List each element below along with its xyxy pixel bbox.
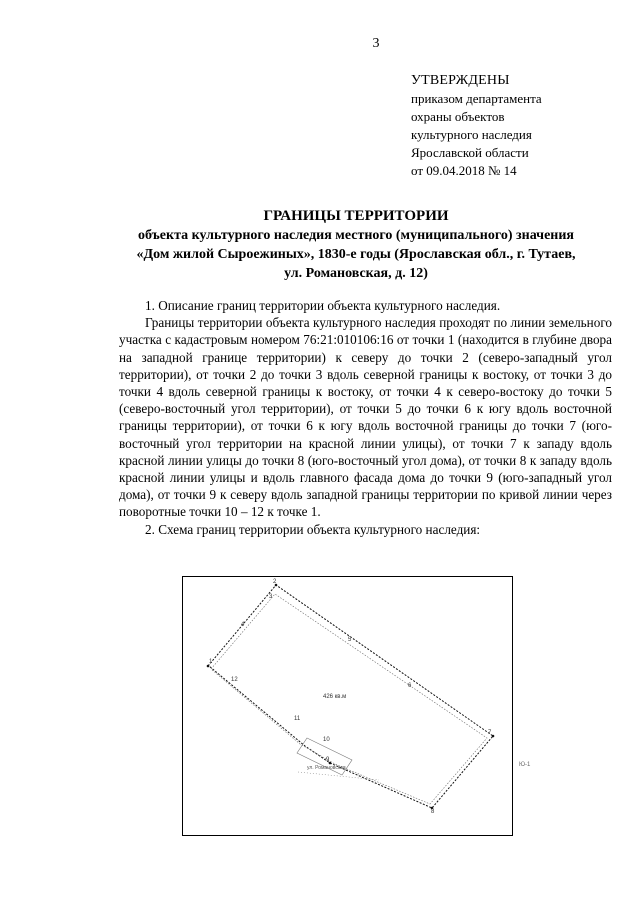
- point-label: 3: [269, 594, 273, 600]
- approval-block: [411, 72, 621, 180]
- point-label: 4: [241, 622, 245, 628]
- approval-line: Ярославской области: [411, 145, 529, 160]
- point-label: 10: [323, 737, 330, 743]
- inner-boundary: [211, 594, 487, 804]
- point-marker: [207, 665, 210, 668]
- section-1-text: Границы территории объекта культурного наследия проходят по линии земельного участка с кадастровым номером 76:21:010106:16 от точки 1 (находится в глубине двора на западной границе территории) к северу до точки 2 (северо-западный угол территории), от точки 2 до точки 3 вдоль северной границы к востоку, от точки 3 до точки 4 вдоль северной границы к востоку, от точки 4 к северо-востоку до точки 5 (северо-восточный угол территории), от точки 5 до точки 6 к югу вдоль восточной границы территории), от точки 6 к югу вдоль восточной границы до точки 7 (юго-восточный угол территории на красной линии улицы), от точки 7 к западу вдоль красной линии улицы до точки 8 (юго-восточный угол дома), от точки 8 к западу вдоль красной линии улицы и вдоль главного фасада дома до точки 9 (юго-западный угол дома), от точки 9 к северу вдоль западной границы территории по кривой линии через поворотные точки 10 – 12 к точке 1.: [119, 315, 612, 520]
- point-label: 9: [326, 757, 330, 763]
- point-label: 11: [294, 716, 301, 722]
- approval-line: охраны объектов: [411, 109, 505, 124]
- approval-line: культурного наследия: [411, 127, 532, 142]
- section-1-heading: 1. Описание границ территории объекта культурного наследия.: [145, 298, 501, 313]
- point-label: 2: [273, 579, 277, 585]
- boundary-map: [183, 577, 514, 837]
- body-content: [119, 297, 612, 538]
- approval-line: от 09.04.2018 № 14: [411, 163, 517, 178]
- document-heading: [101, 207, 611, 283]
- heading-subtitle-line: ул. Романовская, д. 12): [284, 266, 428, 281]
- street-label: ул. Романовская: [307, 765, 346, 771]
- point-label: 8: [431, 809, 435, 815]
- boundary-line: [208, 585, 493, 808]
- heading-subtitle-line: объекта культурного наследия местного (муниципального) значения: [137, 228, 574, 243]
- point-label: 6: [408, 683, 412, 689]
- point-label: 5: [348, 637, 352, 643]
- heading-title: ГРАНИЦЫ ТЕРРИТОРИИ: [263, 208, 449, 224]
- point-marker: [492, 735, 495, 738]
- approval-line: приказом департамента: [411, 91, 542, 106]
- heading-subtitle-line: «Дом жилой Сыроежиных», 1830-е годы (Ярославская обл., г. Тутаев,: [136, 247, 576, 262]
- page-number: 3: [372, 36, 380, 51]
- scheme-margin-mark: Ю-1: [519, 762, 531, 768]
- point-label: 1: [209, 659, 213, 665]
- point-label: 12: [231, 677, 238, 683]
- point-label: 7: [488, 730, 492, 736]
- boundary-scheme: [182, 576, 513, 836]
- approval-title: УТВЕРЖДЕНЫ: [411, 73, 510, 88]
- section-2-heading: 2. Схема границ территории объекта культурного наследия:: [145, 521, 481, 537]
- area-label: 426 кв.м: [323, 694, 347, 700]
